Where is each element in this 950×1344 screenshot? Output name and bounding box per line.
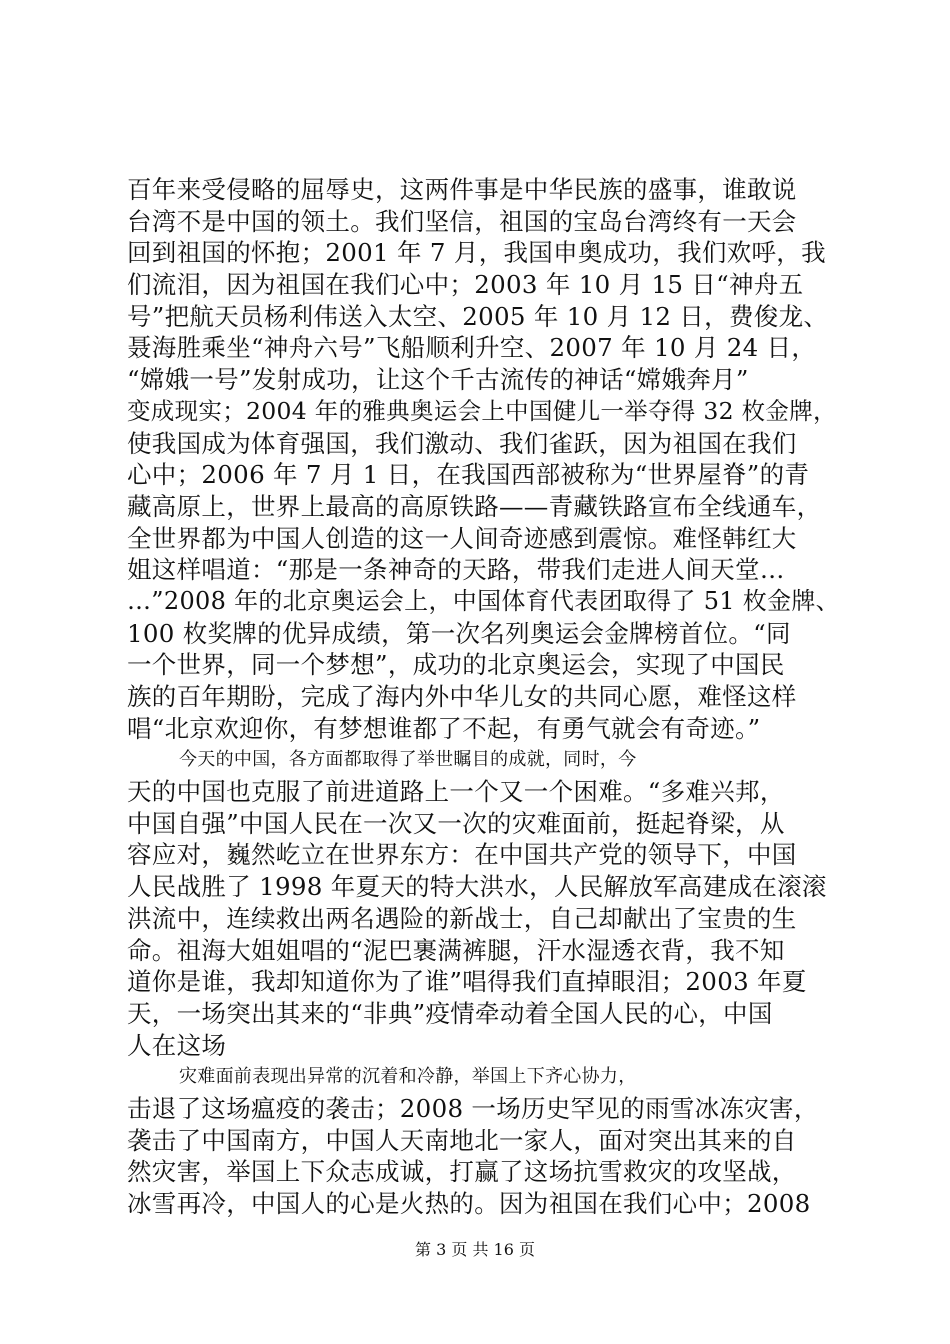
text-line: 一个世界，同一个梦想”，成功的北京奥运会，实现了中国民 [127,650,785,680]
text-line: 号”把航天员杨利伟送入太空、2005 年 10 月 12 日，费俊龙、 [127,301,829,331]
text-line: 回到祖国的怀抱；2001 年 7 月，我国申奥成功，我们欢呼，我 [127,238,826,268]
text-line: 百年来受侵略的屈辱史，这两件事是中华民族的盛事，谁敢说 [127,175,797,204]
text-line: 冰雪再冷，中国人的心是火热的。因为祖国在我们心中；2008 [127,1189,811,1218]
text-line: 人在这场 [127,1030,227,1060]
text-line: 命。祖海大姐姐唱的“泥巴裹满裤腿，汗水湿透衣背，我不知 [127,935,785,965]
text-line: 台湾不是中国的领土。我们坚信，祖国的宝岛台湾终有一天会 [127,206,797,236]
text-line: 容应对，巍然屹立在世界东方：在中国共产党的领导下，中国 [127,840,797,870]
text-line: 变成现实；2004 年的雅典奥运会上中国健儿一举夺得 32 枚金牌， [127,396,837,425]
text-line: 洪流中，连续救出两名遇险的新战士，自己却献出了宝贵的生 [127,903,797,933]
text-line: 族的百年期盼，完成了海内外中华儿女的共同心愿，难怪这样 [127,682,797,711]
page-number-footer: 第 3 页 共 16 页 [415,1240,535,1259]
text-line: 100 枚奖牌的优异成绩，第一次名列奥运会金牌榜首位。“同 [127,618,791,648]
paragraph-start-line: 灾难面前表现出异常的沉着和冷静，举国上下齐心协力， [179,1066,637,1088]
text-line: “嫦娥一号”发射成功，让这个千古流传的神话“嫦娥奔月” [127,365,749,395]
text-line: 聂海胜乘坐“神舟六号”飞船顺利升空、2007 年 10 月 24 日， [127,333,817,363]
text-line: 击退了这场瘟疫的袭击；2008 一场历史罕见的雨雪冰冻灾害， [127,1093,819,1123]
paragraph-start-line: 今天的中国，各方面都取得了举世瞩目的成就，同时，今 [179,749,637,771]
text-line: 全世界都为中国人创造的这一人间奇迹感到震惊。难怪韩红大 [127,523,797,553]
text-line: …”2008 年的北京奥运会上，中国体育代表团取得了 51 枚金牌、 [127,586,840,615]
text-line: 人民战胜了 1998 年夏天的特大洪水，人民解放军高建成在滚滚 [127,872,827,902]
text-line: 唱“北京欢迎你，有梦想谁都了不起，有勇气就会有奇迹。” [127,713,761,743]
text-line: 中国自强”中国人民在一次又一次的灾难面前，挺起脊梁，从 [127,808,785,838]
text-line: 使我国成为体育强国，我们激动、我们雀跃，因为祖国在我们 [127,428,797,458]
text-line: 们流泪，因为祖国在我们心中；2003 年 10 月 15 日“神舟五 [127,270,804,300]
text-line: 道你是谁，我却知道你为了谁”唱得我们直掉眼泪；2003 年夏 [127,967,807,997]
text-line: 天的中国也克服了前进道路上一个又一个困难。“多难兴邦， [127,777,785,807]
document-body [127,174,839,1220]
text-line: 天，一场突出其来的“非典”疫情牵动着全国人民的心，中国 [127,998,773,1028]
text-line: 袭击了中国南方，中国人天南地北一家人，面对突出其来的自 [127,1125,797,1155]
text-line: 然灾害，举国上下众志成诚，打赢了这场抗雪救灾的攻坚战， [127,1157,797,1187]
text-line: 姐这样唱道：“那是一条神奇的天路，带我们走进人间天堂… [127,555,785,585]
text-line: 藏高原上，世界上最高的高原铁路——青藏铁路宣布全线通车， [127,491,822,521]
text-line: 心中；2006 年 7 月 1 日，在我国西部被称为“世界屋脊”的青 [127,460,810,490]
